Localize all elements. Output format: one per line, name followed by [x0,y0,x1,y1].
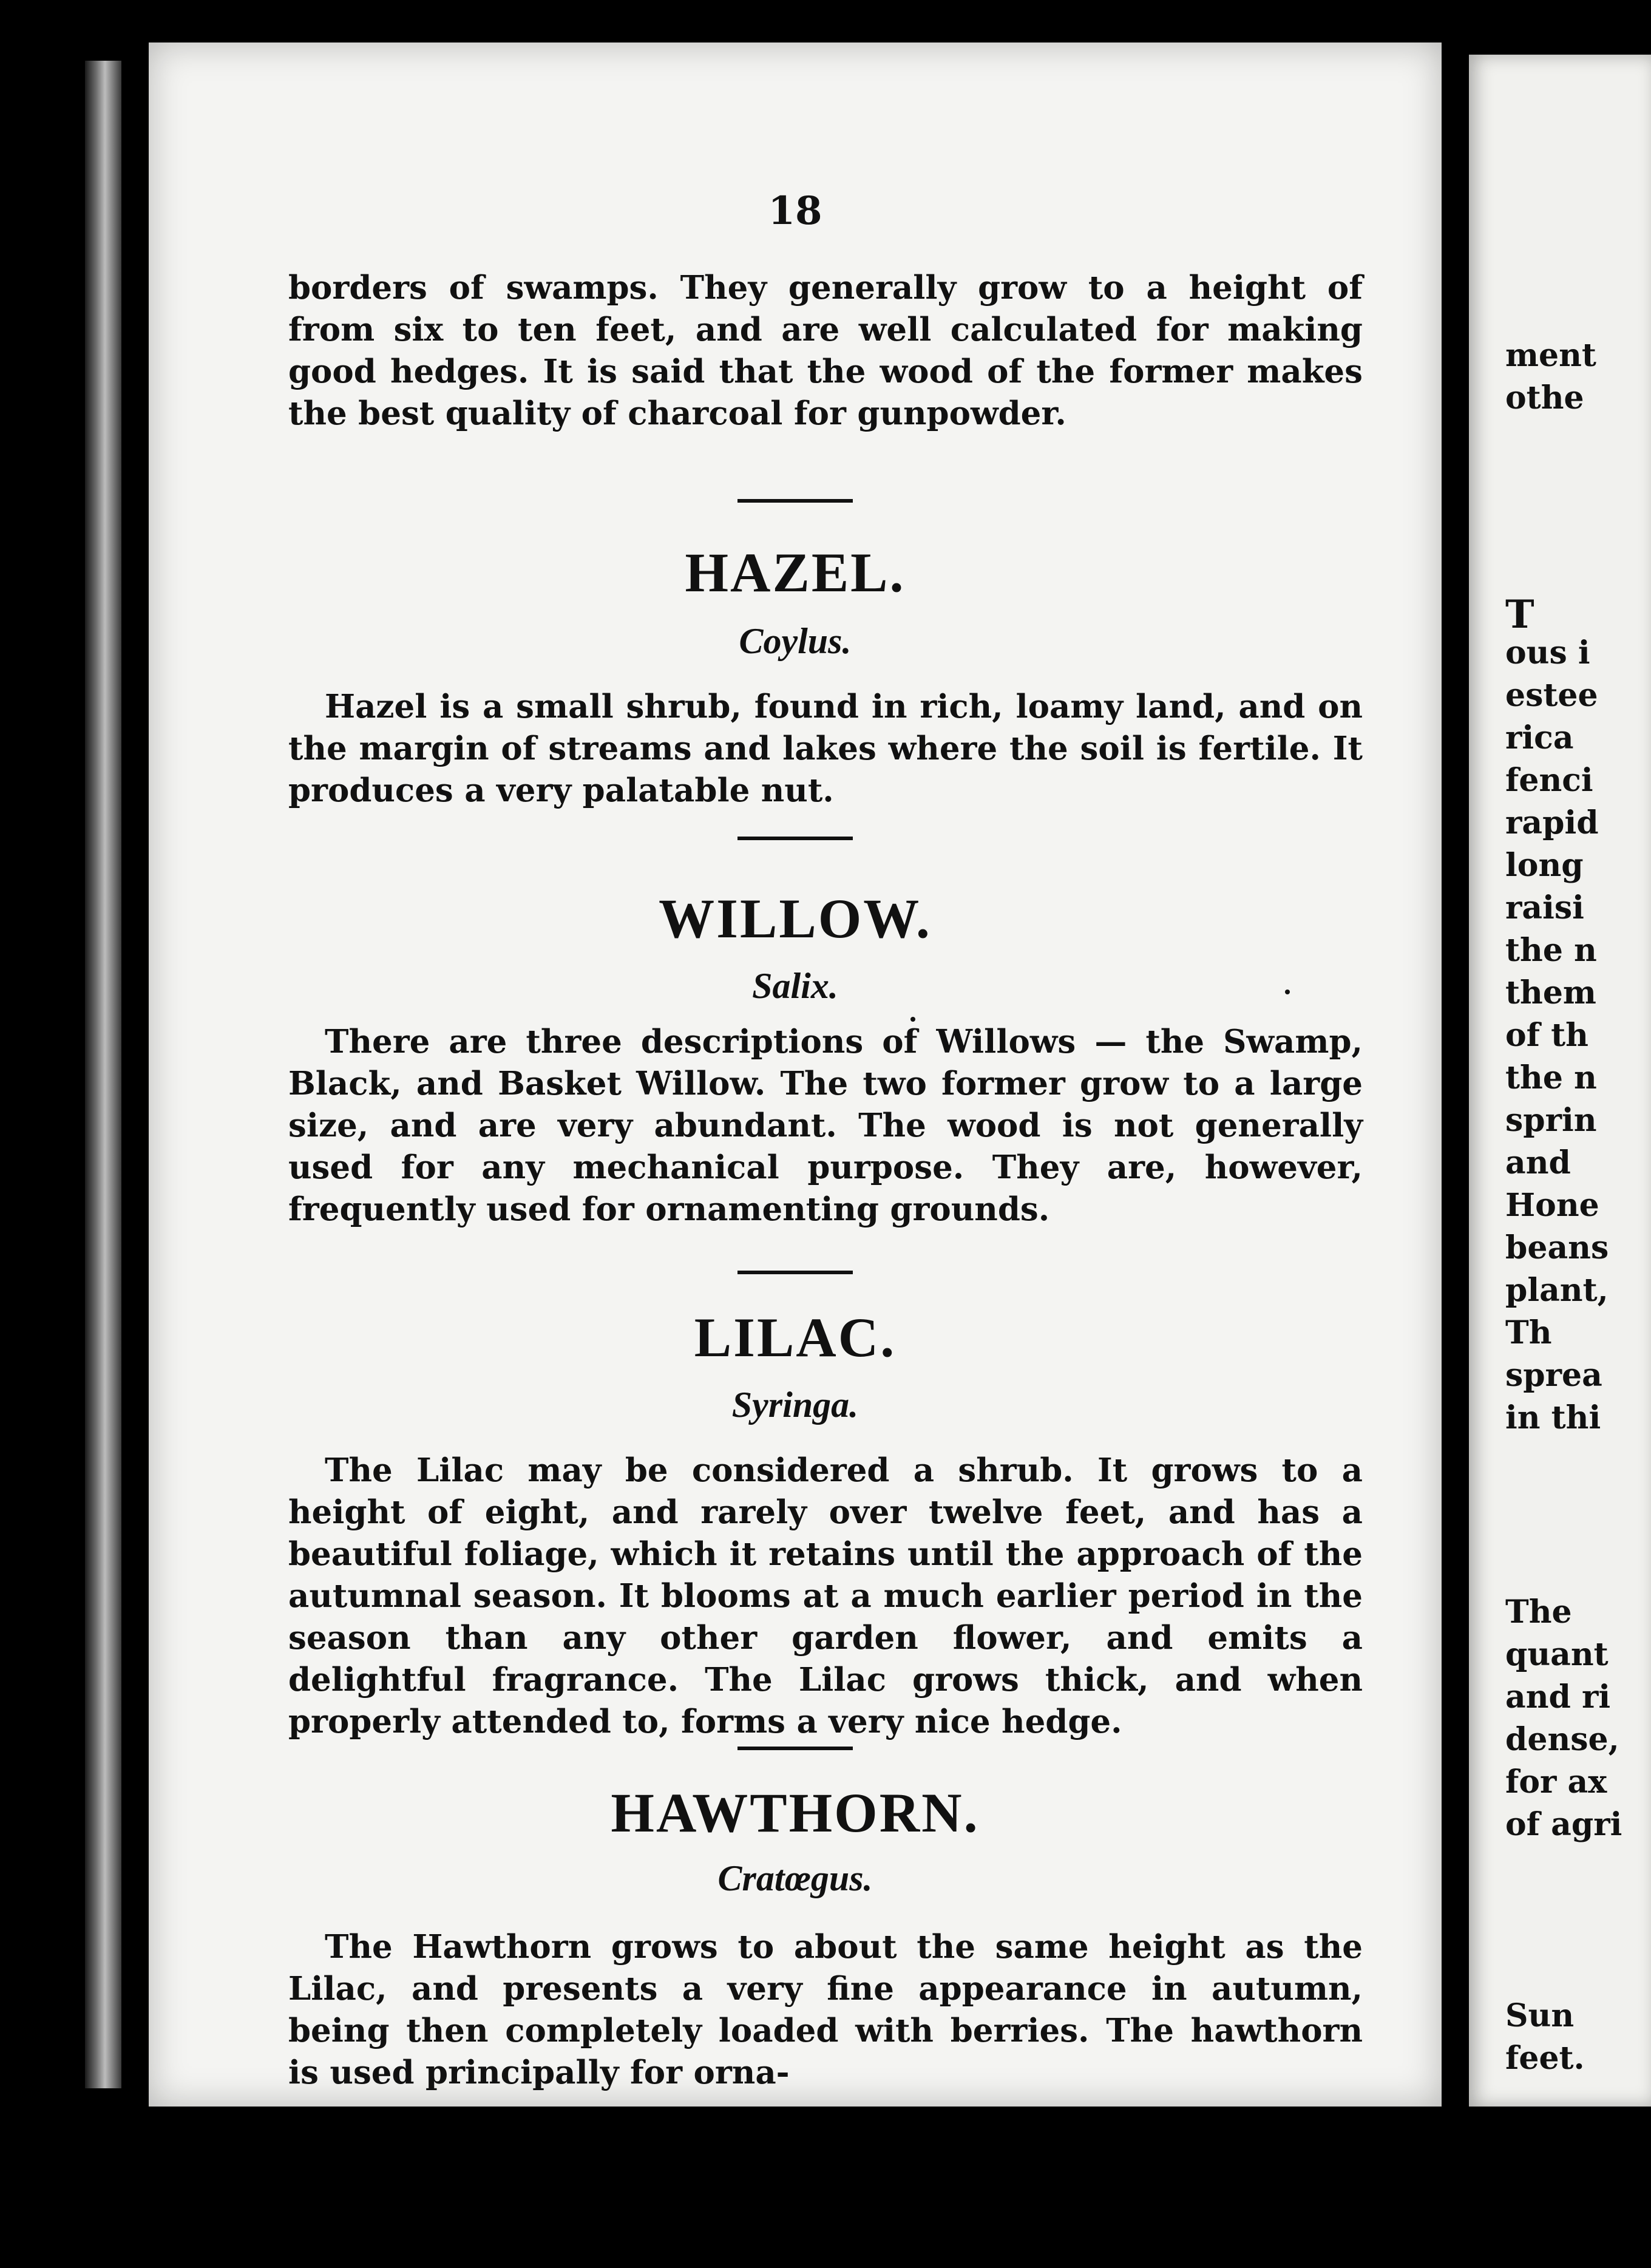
section-body-hawthorn: The Hawthorn grows to about the same height as the Lilac, and presents a very fine appearance in autumn, being then completely loaded with berries. The hawthorn is used principally for orna- [288,1928,1363,2091]
adjacent-text-fragment: the n [1505,1059,1597,1096]
section-latin-hawthorn: Cratœgus. [717,1858,873,1898]
adjacent-text-fragment: The [1505,1594,1572,1631]
adjacent-page-edge [1469,55,1651,2107]
adjacent-text-fragment: of agri [1505,1806,1622,1843]
adjacent-text-fragment: sprin [1505,1102,1597,1139]
section-divider [737,1271,853,1274]
adjacent-text-fragment: beans [1505,1229,1609,1266]
adjacent-text-fragment: ment [1505,337,1596,374]
section-divider [737,499,853,503]
adjacent-text-fragment: Hone [1505,1187,1599,1224]
adjacent-text-fragment: in thi [1505,1399,1601,1436]
section-divider [737,837,853,840]
intro-paragraph: borders of swamps. They generally grow to a height of from six to ten feet, and are well calculated for making good hedges. It is said that the wood of the former makes the best quality of charcoal for gunpowder. [288,269,1363,432]
adjacent-text-fragment: long [1505,847,1584,884]
adjacent-text-fragment: othe [1505,379,1584,416]
adjacent-text-fragment: quant [1505,1636,1609,1673]
adjacent-text-fragment: of th [1505,1017,1588,1054]
section-latin-hazel: Coylus. [739,621,852,661]
section-title-lilac: LILAC. [694,1306,897,1368]
adjacent-text-fragment: feet. [1505,2040,1585,2077]
adjacent-text-fragment: rica [1505,719,1574,756]
page-number: 18 [768,188,822,234]
page-content [149,42,1442,2107]
adjacent-text-fragment: and ri [1505,1679,1611,1716]
adjacent-text-fragment: and [1505,1144,1571,1181]
section-title-willow: WILLOW. [659,888,932,949]
section-divider [737,1747,853,1750]
adjacent-text-fragment: T [1505,592,1534,637]
adjacent-text-fragment: Sun [1505,1997,1575,2034]
section-latin-lilac: Syringa. [731,1385,859,1425]
section-title-hazel: HAZEL. [685,542,906,603]
section-title-hawthorn: HAWTHORN. [611,1782,980,1844]
section-latin-willow: Salix. [752,966,838,1006]
adjacent-text-fragment: raisi [1505,889,1584,926]
book-binding-edge [85,61,121,2088]
adjacent-text-fragment: ous i [1505,634,1590,671]
adjacent-text-fragment: sprea [1505,1357,1602,1394]
adjacent-text-fragment: dense, [1505,1721,1619,1758]
section-body-hazel: Hazel is a small shrub, found in rich, loamy land, and on the margin of streams and lakes where the soil is fertile. It produces a very palatable nut. [288,688,1363,809]
adjacent-text-fragment: fenci [1505,762,1593,799]
adjacent-text-fragment: plant, [1505,1272,1609,1309]
ink-speck [1285,990,1290,994]
adjacent-text-fragment: the n [1505,932,1597,969]
adjacent-text-fragment: Th [1505,1314,1552,1351]
ink-speck [910,1017,915,1022]
section-body-willow: There are three descriptions of Willows — the Swamp, Black, and Basket Willow. The two former grow to a large size, and are very abundant. The wood is not generally used for any mechanical purpose. They are, however, frequently used for ornamenting grounds. [288,1023,1363,1228]
adjacent-text-fragment: estee [1505,677,1598,714]
book-page [149,42,1442,2107]
adjacent-text-fragment: for ax [1505,1764,1607,1801]
adjacent-text-fragment: rapid [1505,804,1599,841]
adjacent-text-fragment: them [1505,974,1596,1011]
section-body-lilac: The Lilac may be considered a shrub. It grows to a height of eight, and rarely over twelve feet, and has a beautiful foliage, which it retains until the approach of the autumnal season. It blooms at a much earlier period in the season than any other garden flower, and emits a delightful fragrance. The Lilac grows thick, and when properly attended to, forms a very nice hedge. [288,1451,1363,1740]
